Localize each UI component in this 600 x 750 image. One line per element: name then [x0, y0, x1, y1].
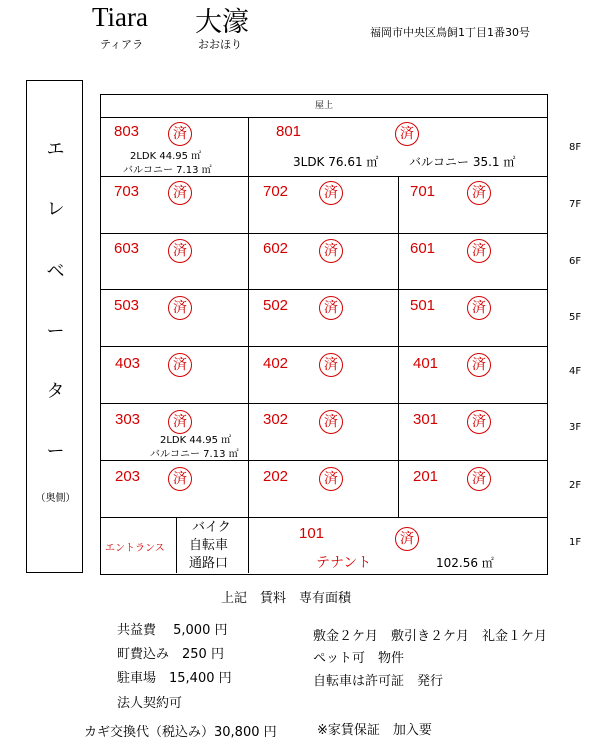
fee-town: 町費込み 250 円: [117, 647, 224, 662]
floor-label: 5F: [569, 312, 582, 323]
grid-line: [101, 117, 547, 118]
rooftop-label: 屋上: [314, 101, 333, 111]
grid-line: [101, 460, 547, 461]
room-number: 402: [263, 355, 289, 372]
fee-key-exchange: カギ交換代（税込み）30,800 円: [84, 725, 277, 740]
tenant-label: テナント: [316, 555, 372, 571]
elevator-char: ー: [46, 321, 65, 342]
grid-line: [176, 517, 177, 573]
bicycle-parking-label: 自転車: [189, 538, 229, 553]
occupied-mark: 済: [168, 353, 192, 377]
room-number: 703: [114, 183, 140, 200]
occupied-mark: 済: [319, 181, 343, 205]
room-number: 603: [114, 240, 140, 257]
room-number: 502: [263, 297, 289, 314]
room-balcony: バルコニー 35.1 ㎡: [409, 155, 516, 169]
room-number: 303: [115, 411, 141, 428]
grid-line: [398, 176, 399, 517]
occupied-mark: 済: [467, 353, 491, 377]
room-number: 701: [410, 183, 436, 200]
occupied-mark: 済: [467, 239, 491, 263]
occupied-mark: 済: [168, 181, 192, 205]
corporate-contract: 法人契約可: [117, 696, 183, 711]
occupied-mark: 済: [168, 410, 192, 434]
grid-line: [101, 176, 547, 177]
room-number: 201: [413, 468, 439, 485]
elevator-note: （奥側）: [35, 493, 76, 504]
floor-label: 4F: [569, 366, 582, 377]
grid-line: [248, 117, 249, 573]
room-number: 801: [276, 123, 302, 140]
occupied-mark: 済: [319, 410, 343, 434]
grid-line: [101, 403, 547, 404]
grid-line: [101, 289, 547, 290]
pet-policy: ペット可 物件: [313, 651, 405, 666]
room-number: 301: [413, 411, 439, 428]
building-name-en-kana: ティアラ: [100, 38, 144, 51]
bike-parking-label: バイク: [192, 520, 231, 535]
caption: 上記 賃料 専有面積: [221, 591, 352, 606]
occupied-mark: 済: [168, 467, 192, 491]
fee-parking: 駐車場 15,400 円: [117, 671, 232, 686]
occupied-mark: 済: [168, 296, 192, 320]
occupied-mark: 済: [395, 527, 419, 551]
building-name-en: Tiara: [92, 2, 149, 32]
room-balcony: バルコニー 7.13 ㎡: [150, 449, 239, 460]
floor-label: 6F: [569, 256, 582, 267]
address: 福岡市中央区鳥飼1丁目1番30号: [370, 26, 530, 39]
occupied-mark: 済: [319, 239, 343, 263]
bicycle-permit: 自転車は許可証 発行: [313, 674, 444, 689]
elevator-box: [26, 80, 83, 573]
occupied-mark: 済: [168, 122, 192, 146]
occupied-mark: 済: [319, 296, 343, 320]
occupied-mark: 済: [467, 410, 491, 434]
room-number: 803: [114, 123, 140, 140]
room-number: 101: [299, 525, 325, 542]
room-number: 302: [263, 411, 289, 428]
room-number: 602: [263, 240, 289, 257]
room-balcony: バルコニー 7.13 ㎡: [123, 165, 212, 176]
floor-plan-grid: [100, 94, 548, 575]
room-area: 3LDK 76.61 ㎡: [293, 155, 379, 169]
occupied-mark: 済: [168, 239, 192, 263]
room-number: 601: [410, 240, 436, 257]
building-name-jp-kana: おおほり: [198, 38, 242, 51]
passage-label: 通路口: [189, 556, 229, 571]
occupied-mark: 済: [319, 467, 343, 491]
room-number: 401: [413, 355, 439, 372]
room-number: 203: [115, 468, 141, 485]
occupied-mark: 済: [467, 296, 491, 320]
room-number: 202: [263, 468, 289, 485]
entrance-label: エントランス: [105, 543, 165, 554]
grid-line: [101, 346, 547, 347]
fee-common: 共益費 5,000 円: [117, 623, 228, 638]
occupied-mark: 済: [319, 353, 343, 377]
room-number: 503: [114, 297, 140, 314]
room-area: 102.56 ㎡: [436, 556, 494, 570]
deposit-terms: 敷金２ケ月 敷引き２ケ月 礼金１ケ月: [313, 629, 548, 644]
room-number: 403: [115, 355, 141, 372]
grid-line: [101, 517, 547, 518]
occupied-mark: 済: [467, 181, 491, 205]
elevator-char: エ: [46, 139, 65, 160]
room-area: 2LDK 44.95 ㎡: [160, 435, 232, 446]
occupied-mark: 済: [395, 122, 419, 146]
elevator-char: タ: [46, 381, 65, 402]
elevator-char: レ: [46, 199, 65, 220]
floor-label: 2F: [569, 480, 582, 491]
room-number: 702: [263, 183, 289, 200]
rent-guarantee: ※家賃保証 加入要: [317, 723, 432, 738]
elevator-char: ベ: [46, 261, 65, 282]
grid-line: [101, 233, 547, 234]
floor-label: 1F: [569, 537, 582, 548]
room-number: 501: [410, 297, 436, 314]
building-name-jp: 大濠: [195, 7, 249, 38]
floor-label: 8F: [569, 142, 582, 153]
room-area: 2LDK 44.95 ㎡: [130, 151, 202, 162]
elevator-char: ー: [46, 441, 65, 462]
floor-label: 7F: [569, 199, 582, 210]
floor-label: 3F: [569, 422, 582, 433]
occupied-mark: 済: [467, 467, 491, 491]
